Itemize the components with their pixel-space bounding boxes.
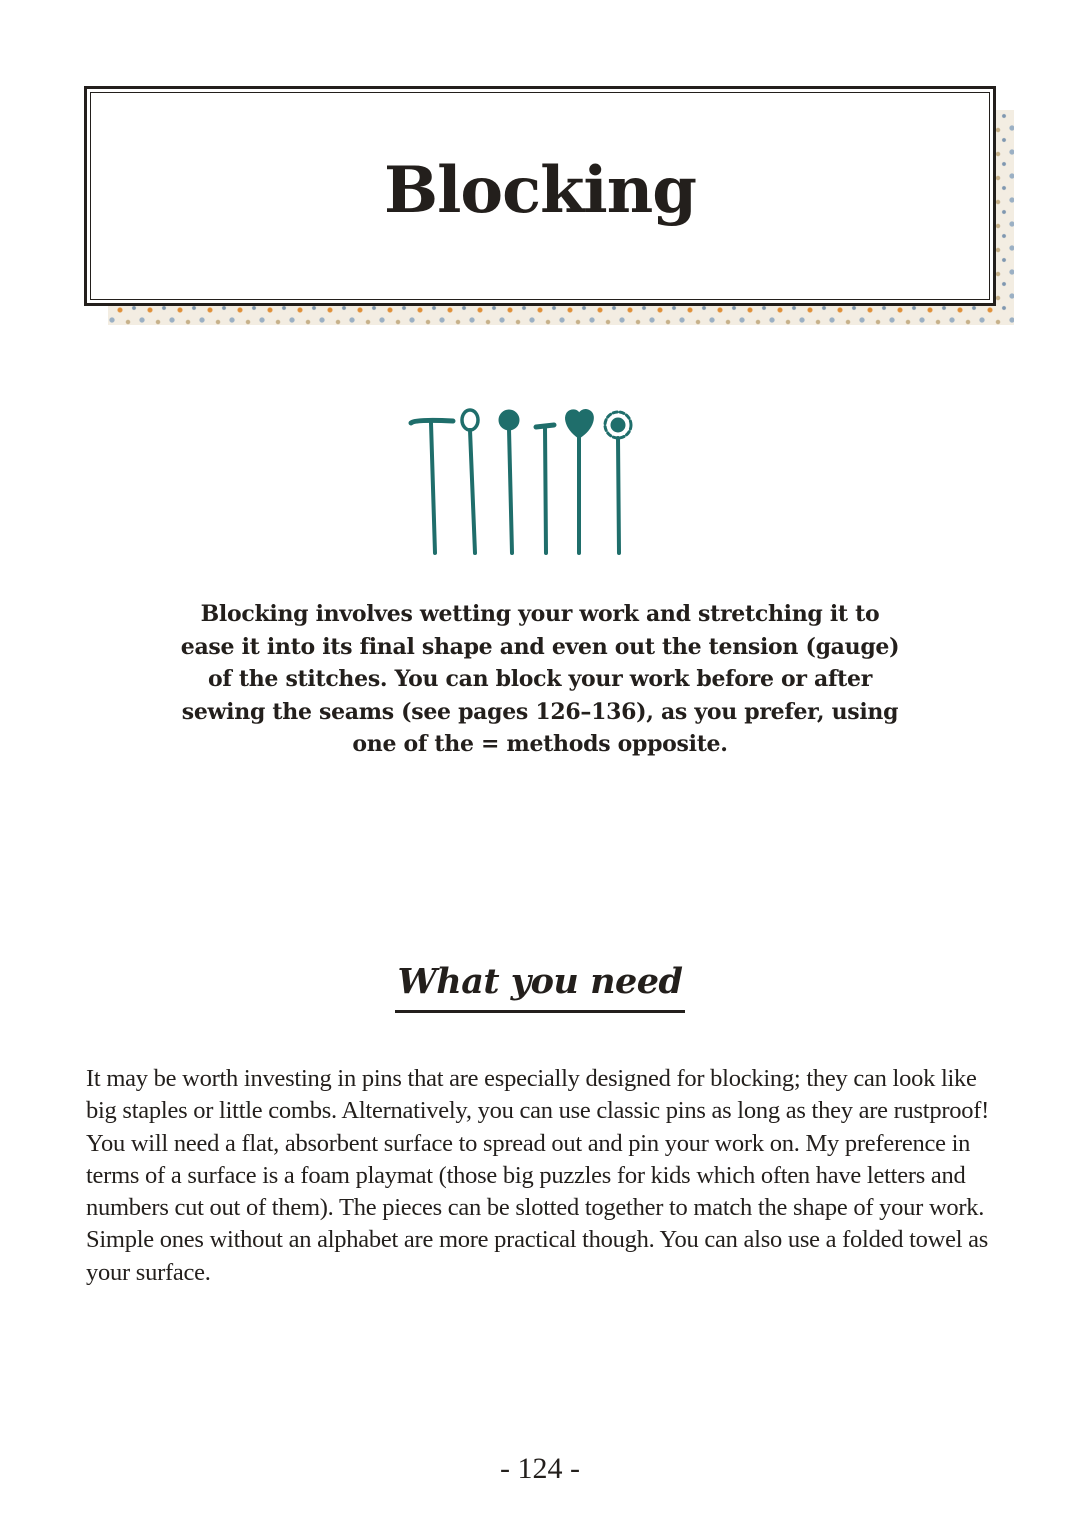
section-heading-wrapper (0, 962, 1080, 1013)
loop-pin-icon (462, 410, 478, 553)
page-title: Blocking (384, 153, 696, 228)
page-number: - 124 - (500, 1452, 580, 1485)
t-pin-icon (411, 420, 453, 553)
heart-pin-icon (567, 410, 593, 553)
ball-pin-icon (500, 411, 518, 553)
intro-paragraph: Blocking involves wetting your work and stretching it to ease it into its final shape and even out the tension (gauge) of the stitches. You can block your work before or after sewing the seams (see pages 126–136), as you prefer, using one of the = methods opposite. (180, 601, 900, 757)
blocking-pins-illustration (405, 405, 641, 561)
flower-pin-icon (605, 412, 631, 553)
flat-pin-icon (536, 425, 554, 553)
section-heading: What you need (395, 962, 684, 1013)
body-paragraph: It may be worth investing in pins that are especially designed for blocking; they can look like big staples or little combs. Alternatively, you can use classic pins as long as they are rustproof! You will need a flat, absorbent surface to spread out and pin your work on. My preference in terms of a surface is a foam playmat (those big puzzles for kids which often have letters and numbers cut out of them). The pieces can be slotted together to match the shape of your work. Simple ones without an alphabet are more practical though. You can also use a folded towel as your surface. (86, 1065, 990, 1286)
title-frame (84, 86, 996, 306)
